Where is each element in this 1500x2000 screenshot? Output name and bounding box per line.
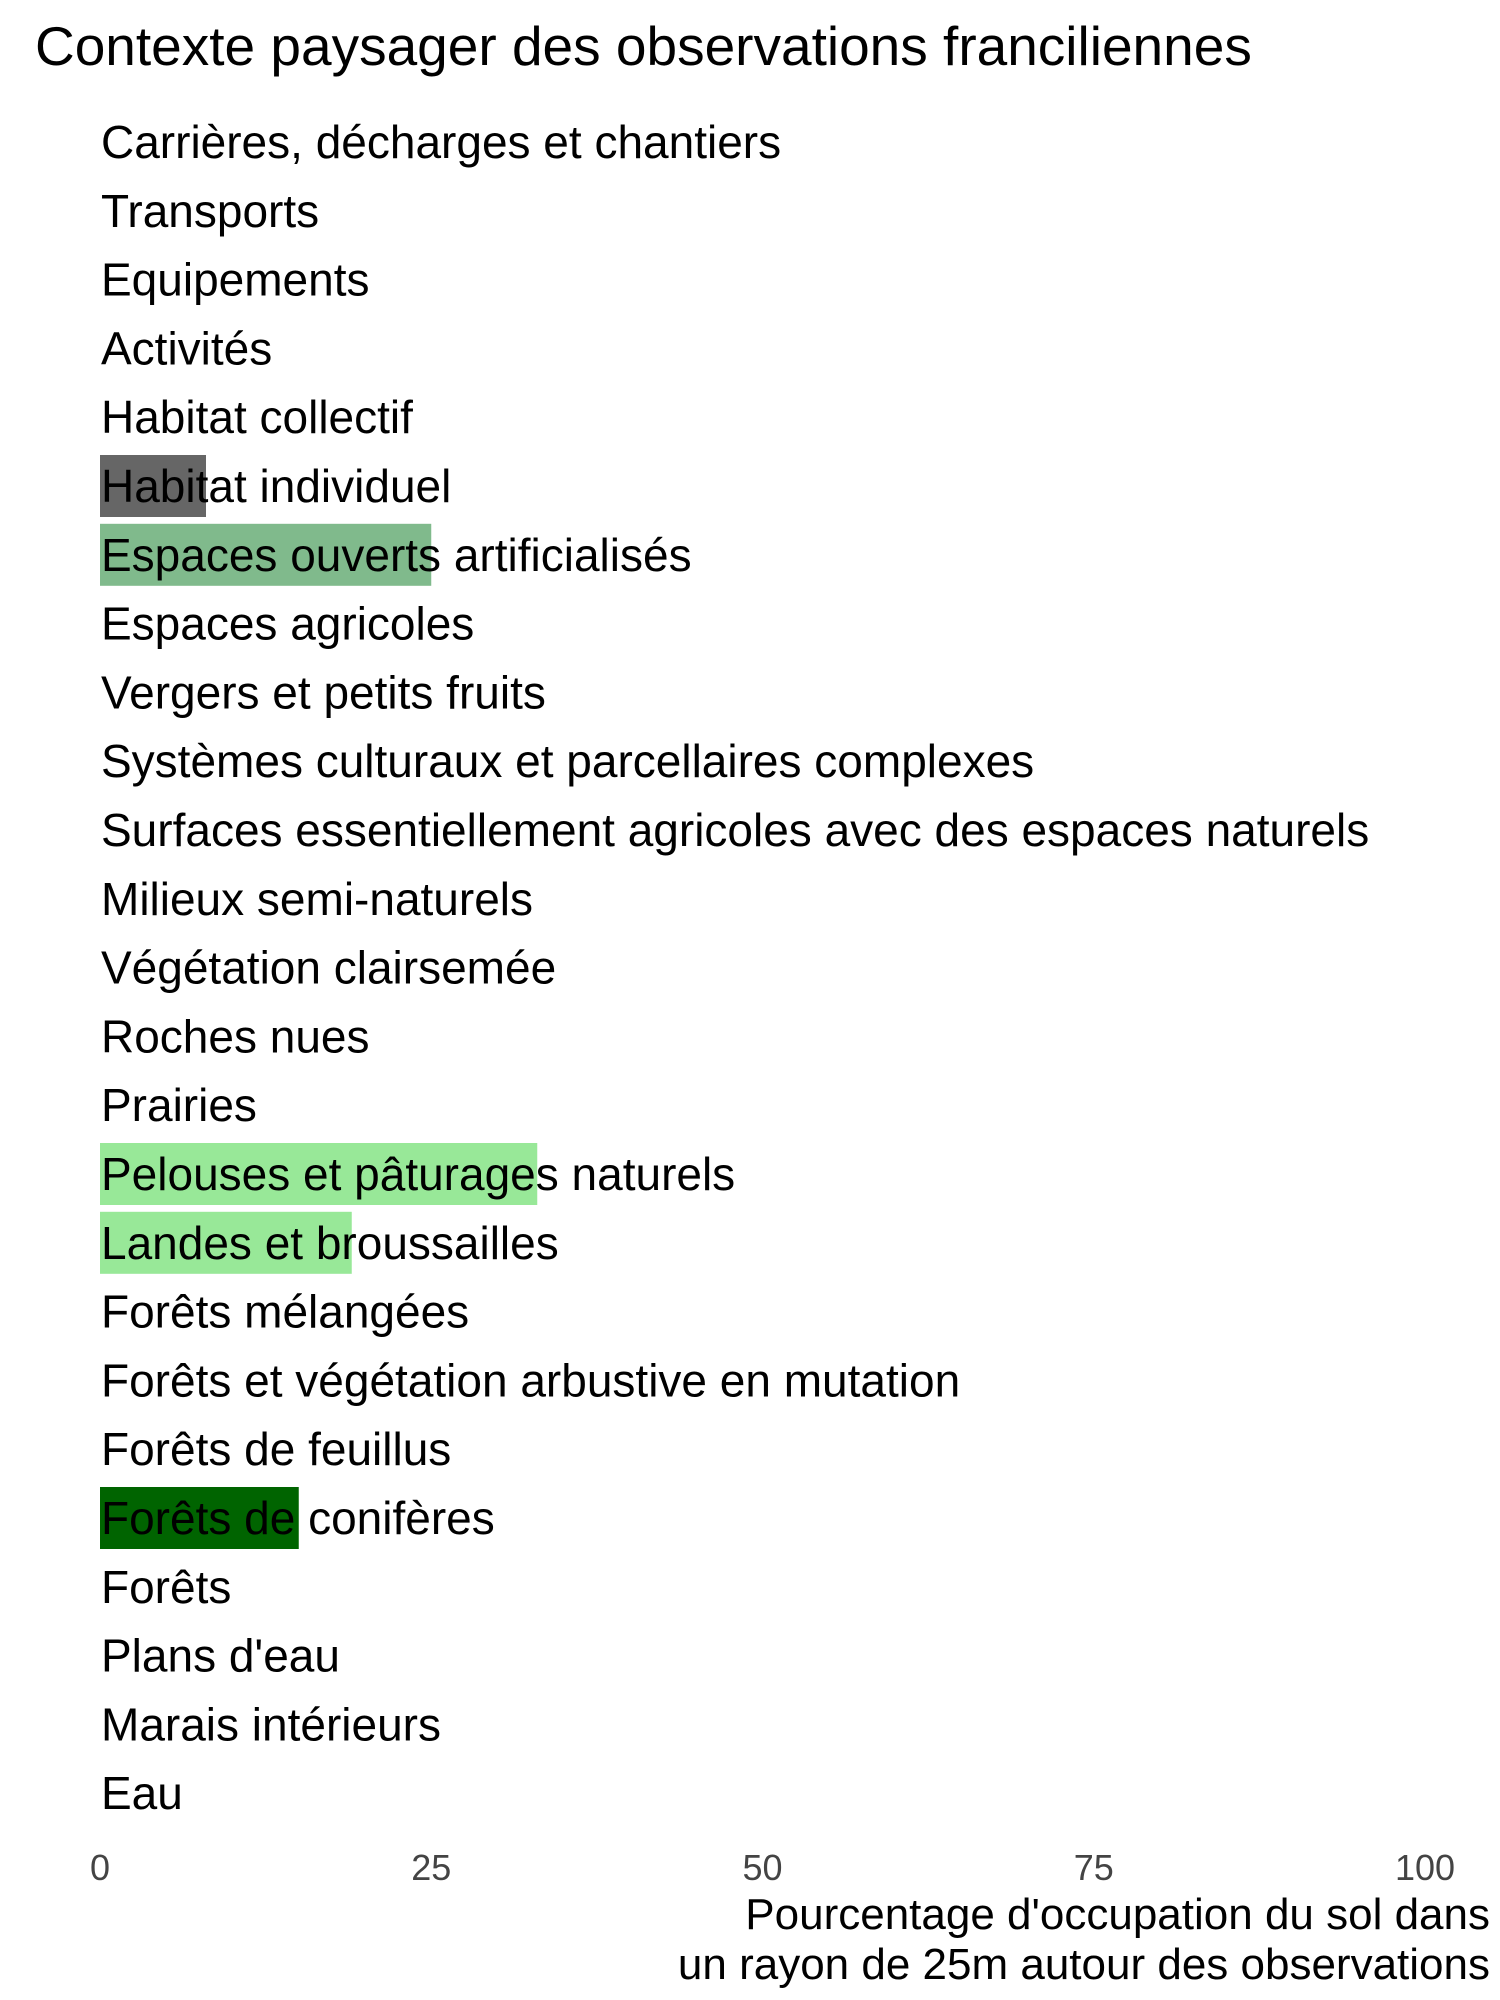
category-label: Vergers et petits fruits (101, 666, 546, 719)
category-label: Carrières, décharges et chantiers (101, 116, 782, 168)
category-label: Pelouses et pâturages naturels (101, 1148, 736, 1200)
x-tick-label: 75 (1073, 1847, 1114, 1888)
category-label: Roches nues (101, 1010, 370, 1063)
x-axis-label-line-1: Pourcentage d'occupation du sol dans (745, 1890, 1490, 1939)
category-label: Eau (101, 1767, 183, 1820)
category-label: Activités (101, 322, 273, 375)
category-label: Forêts mélangées (101, 1285, 470, 1338)
category-label: Equipements (101, 253, 370, 306)
category-label: Systèmes culturaux et parcellaires complexes (101, 735, 1035, 788)
category-label: Espaces ouverts artificialisés (101, 528, 692, 581)
x-axis-ticks-group (90, 1847, 1455, 1888)
category-label: Forêts (101, 1560, 232, 1613)
x-axis-label-line-2: un rayon de 25m autour des observations (677, 1940, 1490, 1989)
category-label: Espaces agricoles (101, 597, 475, 650)
x-tick-label: 50 (742, 1847, 783, 1888)
category-label: Surfaces essentiellement agricoles avec des espaces naturels (101, 804, 1370, 856)
category-label: Forêts et végétation arbustive en mutation (101, 1354, 961, 1407)
category-label: Forêts de feuillus (101, 1423, 452, 1476)
category-label: Prairies (101, 1079, 257, 1132)
x-tick-label: 25 (411, 1847, 452, 1888)
chart-title: Contexte paysager des observations franciliennes (35, 15, 1252, 77)
category-labels-group (101, 116, 1369, 1819)
category-label: Végétation clairsemée (101, 941, 557, 994)
category-label: Marais intérieurs (101, 1698, 441, 1751)
x-tick-label: 100 (1394, 1847, 1456, 1888)
category-label: Plans d'eau (101, 1629, 340, 1682)
category-label: Milieux semi-naturels (101, 872, 534, 925)
category-label: Landes et broussailles (101, 1216, 559, 1269)
x-tick-label: 0 (89, 1847, 111, 1888)
category-label: Habitat collectif (101, 391, 413, 444)
x-axis-label (678, 1890, 1490, 1990)
category-label: Habitat individuel (101, 460, 452, 512)
category-label: Transports (101, 184, 320, 237)
category-label: Forêts de conifères (101, 1492, 495, 1544)
